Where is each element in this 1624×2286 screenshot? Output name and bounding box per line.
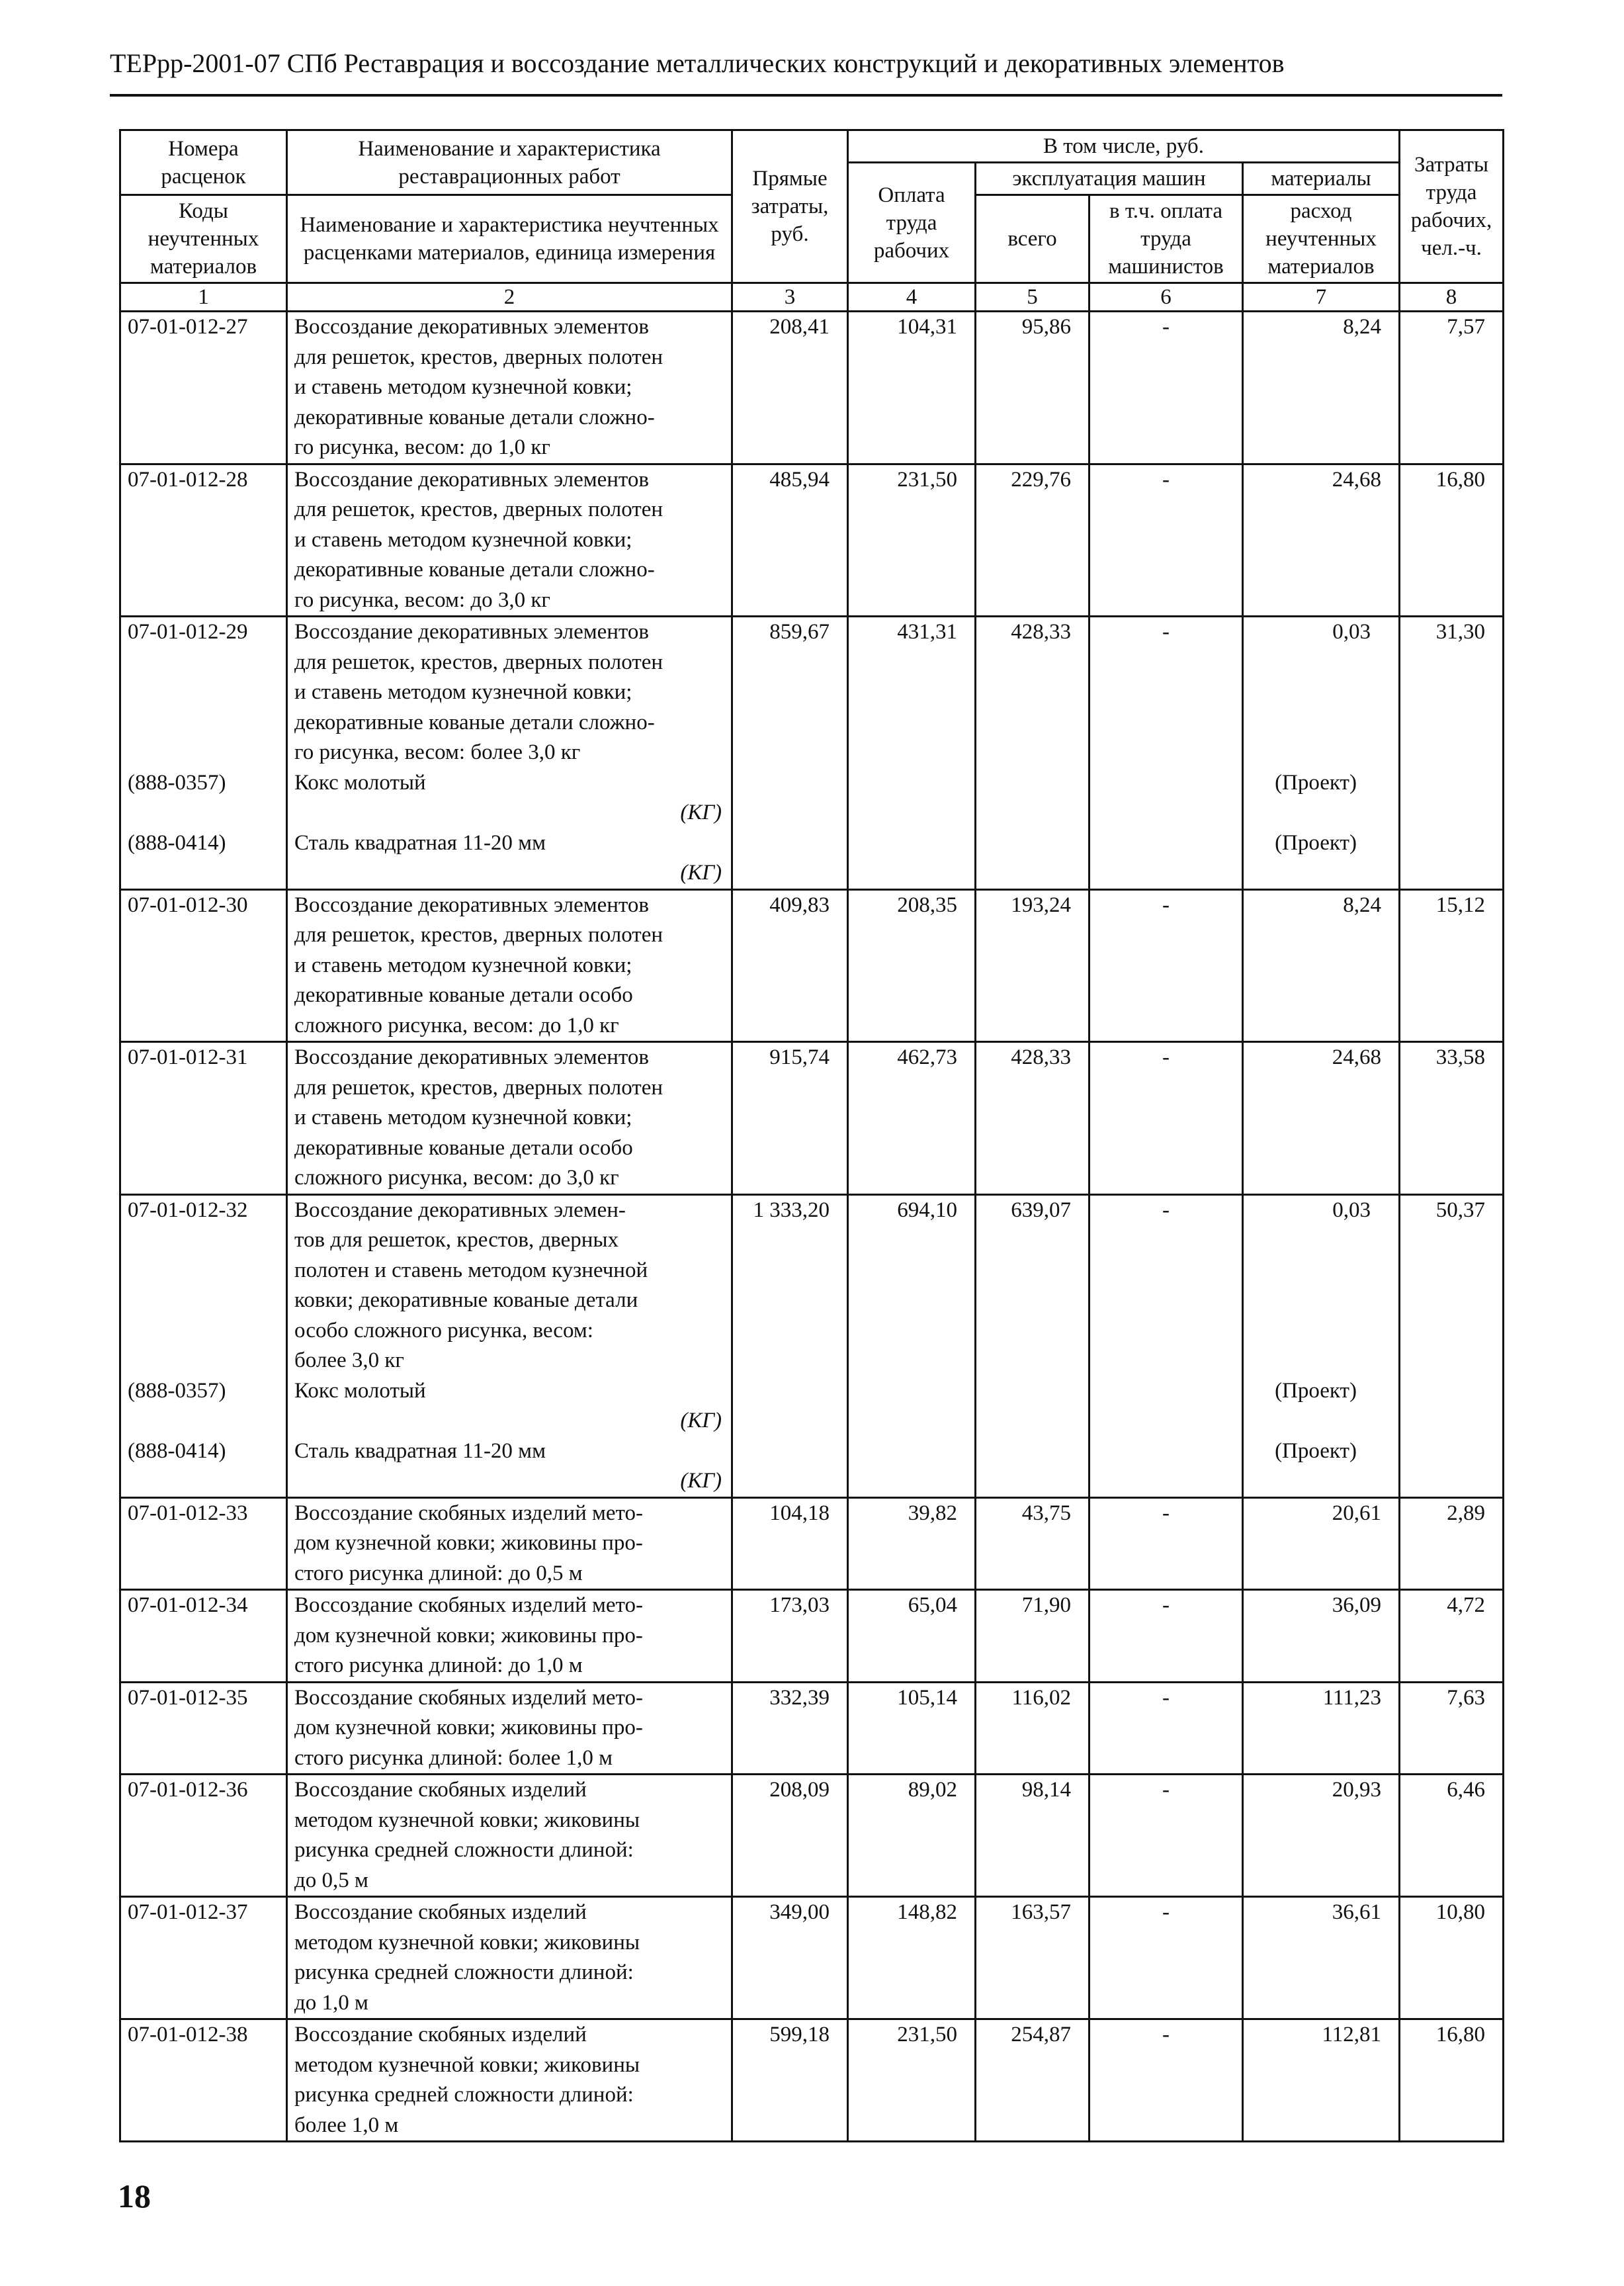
document-header-title: ТЕРрр-2001-07 СПб Реставрация и воссоздание металлических конструкций и декоративных элементов <box>110 48 1285 78</box>
table-row <box>120 617 1504 890</box>
header-including: В том числе, руб. <box>848 130 1400 163</box>
worker-pay-value: 104,31 <box>848 312 976 464</box>
description-line: го рисунка, весом: до 1,0 кг <box>294 435 550 459</box>
description-line: дом кузнечной ковки; жиковины про- <box>294 1623 643 1648</box>
description-line: для решеток, крестов, дверных полотен <box>294 345 663 369</box>
spacer <box>128 738 279 768</box>
rate-code-cell <box>120 1042 287 1195</box>
header-rule <box>110 94 1502 97</box>
work-description-cell <box>287 1897 732 2019</box>
header-work-name: Наименование и характеристика реставрационных работ <box>287 130 732 195</box>
machinist-pay-value: - <box>1090 1682 1243 1775</box>
description-line: рисунка средней сложности длиной: <box>294 1838 634 1862</box>
work-description-cell <box>287 1775 732 1897</box>
description-line: более 1,0 м <box>294 2113 399 2137</box>
uncounted-material-code: (888-0414) <box>128 830 226 855</box>
rate-code: 07-01-012-37 <box>128 1900 248 1924</box>
direct-costs-value: 332,39 <box>732 1682 848 1775</box>
machinist-pay-value: - <box>1090 1194 1243 1497</box>
uncounted-material-code: (888-0414) <box>128 1438 226 1463</box>
header-machinist-pay: в т.ч. оплата труда машинистов <box>1090 195 1243 283</box>
col-number: 8 <box>1400 283 1504 312</box>
description-line: для решеток, крестов, дверных полотен <box>294 498 663 521</box>
uncounted-material-value: (Проект) <box>1275 1378 1357 1403</box>
materials-cell <box>1243 312 1400 464</box>
description-line: стого рисунка длиной: до 0,5 м <box>294 1561 583 1585</box>
machinist-pay-value: - <box>1090 1897 1243 2019</box>
rate-code-cell <box>120 617 287 890</box>
worker-pay-value: 65,04 <box>848 1590 976 1683</box>
description-line: и ставень методом кузнечной ковки; <box>294 680 632 704</box>
table-row <box>120 312 1504 464</box>
description-line: го рисунка, весом: более 3,0 кг <box>294 740 581 764</box>
description-line: особо сложного рисунка, весом: <box>294 1318 593 1342</box>
rate-code: 07-01-012-29 <box>128 620 248 644</box>
table-row <box>120 2019 1504 2142</box>
spacer <box>128 1286 279 1316</box>
machinist-pay-value: - <box>1090 1042 1243 1195</box>
description-line: для решеток, крестов, дверных полотен <box>294 923 663 947</box>
uncounted-material-name: Кокс молотый <box>294 770 426 795</box>
work-description-cell <box>287 617 732 890</box>
materials-cell <box>1243 1497 1400 1590</box>
labor-hours-value: 4,72 <box>1400 1590 1504 1683</box>
rate-code-cell <box>120 1497 287 1590</box>
work-description-cell <box>287 1497 732 1590</box>
materials-value: 111,23 <box>1322 1685 1382 1710</box>
uncounted-material-name: Сталь квадратная 11-20 мм <box>294 830 546 855</box>
materials-cell <box>1243 1775 1400 1897</box>
header-machine-total: всего <box>976 195 1090 283</box>
spacer <box>128 1466 279 1497</box>
materials-value: 8,24 <box>1343 893 1382 917</box>
table-row <box>120 1682 1504 1775</box>
machinist-pay-value: - <box>1090 464 1243 617</box>
description-line: до 0,5 м <box>294 1868 368 1892</box>
uncounted-material-code: (888-0357) <box>128 770 226 795</box>
description-line: дом кузнечной ковки; жиковины про- <box>294 1531 643 1555</box>
uncounted-material-unit: (КГ) <box>680 801 722 824</box>
labor-hours-value: 16,80 <box>1400 464 1504 617</box>
col-number: 4 <box>848 283 976 312</box>
description-line: до 1,0 м <box>294 1990 368 2015</box>
description-line: декоративные кованые детали сложно- <box>294 405 655 429</box>
rate-code: 07-01-012-27 <box>128 315 248 339</box>
description-line: рисунка средней сложности длиной: <box>294 2083 634 2107</box>
materials-cell <box>1243 889 1400 1042</box>
description-line: для решеток, крестов, дверных полотен <box>294 1075 663 1100</box>
description-line: стого рисунка длиной: более 1,0 м <box>294 1745 613 1770</box>
description-line: декоративные кованые детали особо <box>294 983 633 1007</box>
machinist-pay-value: - <box>1090 1590 1243 1683</box>
description-line: декоративные кованые детали сложно- <box>294 710 655 734</box>
labor-hours-value: 10,80 <box>1400 1897 1504 2019</box>
worker-pay-value: 39,82 <box>848 1497 976 1590</box>
worker-pay-value: 462,73 <box>848 1042 976 1195</box>
description-line: Воссоздание декоративных элементов <box>294 315 649 339</box>
labor-hours-value: 33,58 <box>1400 1042 1504 1195</box>
rate-code-cell <box>120 889 287 1042</box>
rate-code-cell <box>120 1590 287 1683</box>
machine-total-value: 428,33 <box>976 617 1090 890</box>
page-number: 18 <box>118 2177 151 2215</box>
rate-code: 07-01-012-28 <box>128 467 248 492</box>
materials-value: 112,81 <box>1322 2023 1382 2046</box>
worker-pay-value: 694,10 <box>848 1194 976 1497</box>
direct-costs-value: 915,74 <box>732 1042 848 1195</box>
direct-costs-value: 104,18 <box>732 1497 848 1590</box>
work-description-cell <box>287 1682 732 1775</box>
description-line: стого рисунка длиной: до 1,0 м <box>294 1653 583 1677</box>
table-row <box>120 1590 1504 1683</box>
uncounted-material-name: Кокс молотый <box>294 1378 426 1403</box>
materials-value: 0,03 <box>1332 1198 1371 1222</box>
machine-total-value: 98,14 <box>976 1775 1090 1897</box>
description-line: сложного рисунка, весом: до 3,0 кг <box>294 1166 619 1190</box>
spacer <box>128 1406 279 1436</box>
description-line: Воссоздание декоративных элементов <box>294 620 649 644</box>
worker-pay-value: 208,35 <box>848 889 976 1042</box>
materials-cell <box>1243 1897 1400 2019</box>
materials-cell <box>1243 2019 1400 2142</box>
spacer <box>1250 1346 1381 1376</box>
spacer <box>1250 1256 1381 1286</box>
spacer <box>128 708 279 738</box>
description-line: Воссоздание декоративных элементов <box>294 893 649 917</box>
direct-costs-value: 859,67 <box>732 617 848 890</box>
work-description-cell <box>287 464 732 617</box>
rate-code: 07-01-012-36 <box>128 1778 248 1802</box>
uncounted-material-unit: (КГ) <box>680 1469 722 1493</box>
machine-total-value: 254,87 <box>976 2019 1090 2142</box>
machinist-pay-value: - <box>1090 312 1243 464</box>
direct-costs-value: 485,94 <box>732 464 848 617</box>
work-description-cell <box>287 312 732 464</box>
col-number: 2 <box>287 283 732 312</box>
column-number-row <box>120 283 1504 312</box>
materials-cell <box>1243 1682 1400 1775</box>
labor-hours-value: 16,80 <box>1400 2019 1504 2142</box>
spacer <box>1250 678 1381 708</box>
description-line: Воссоздание скобяных изделий <box>294 1900 587 1924</box>
spacer <box>1250 1466 1381 1497</box>
rate-code: 07-01-012-32 <box>128 1198 248 1222</box>
spacer <box>1250 1225 1381 1256</box>
machinist-pay-value: - <box>1090 1497 1243 1590</box>
uncounted-material-value: (Проект) <box>1275 770 1357 795</box>
uncounted-material-value: (Проект) <box>1275 830 1357 855</box>
rate-code-cell <box>120 1897 287 2019</box>
labor-hours-value: 6,46 <box>1400 1775 1504 1897</box>
rate-code-cell <box>120 2019 287 2142</box>
materials-cell <box>1243 617 1400 890</box>
rate-code: 07-01-012-31 <box>128 1045 248 1069</box>
rate-code-cell <box>120 312 287 464</box>
work-description-cell <box>287 1042 732 1195</box>
spacer <box>128 1346 279 1376</box>
materials-value: 8,24 <box>1343 315 1382 339</box>
work-description-cell <box>287 1194 732 1497</box>
uncounted-material-name: Сталь квадратная 11-20 мм <box>294 1438 546 1463</box>
description-line: методом кузнечной ковки; жиковины <box>294 2052 640 2077</box>
description-line: тов для решеток, крестов, дверных <box>294 1228 619 1252</box>
description-line: и ставень методом кузнечной ковки; <box>294 375 632 399</box>
description-line: го рисунка, весом: до 3,0 кг <box>294 588 550 612</box>
materials-value: 0,03 <box>1332 620 1371 644</box>
spacer <box>1250 1286 1381 1316</box>
description-line: Воссоздание скобяных изделий мето- <box>294 1501 644 1525</box>
col-number: 6 <box>1090 283 1243 312</box>
machinist-pay-value: - <box>1090 2019 1243 2142</box>
worker-pay-value: 231,50 <box>848 2019 976 2142</box>
description-line: более 3,0 кг <box>294 1348 404 1372</box>
description-line: Воссоздание скобяных изделий <box>294 1778 587 1802</box>
table-row <box>120 889 1504 1042</box>
labor-hours-value: 31,30 <box>1400 617 1504 890</box>
uncounted-material-value: (Проект) <box>1275 1438 1357 1463</box>
description-line: для решеток, крестов, дверных полотен <box>294 650 663 674</box>
table-row <box>120 1042 1504 1195</box>
table-row <box>120 1497 1504 1590</box>
materials-cell <box>1243 1194 1400 1497</box>
work-description-cell <box>287 889 732 1042</box>
description-line: рисунка средней сложности длиной: <box>294 1960 634 1984</box>
rate-code: 07-01-012-38 <box>128 2023 248 2046</box>
labor-hours-value: 7,63 <box>1400 1682 1504 1775</box>
machine-total-value: 193,24 <box>976 889 1090 1042</box>
spacer <box>1250 798 1381 828</box>
direct-costs-value: 208,41 <box>732 312 848 464</box>
header-uncounted-material: расход неучтенных материалов <box>1243 195 1400 283</box>
labor-hours-value: 50,37 <box>1400 1194 1504 1497</box>
direct-costs-value: 208,09 <box>732 1775 848 1897</box>
description-line: и ставень методом кузнечной ковки; <box>294 953 632 977</box>
materials-value: 24,68 <box>1332 467 1382 492</box>
rate-code-cell <box>120 1775 287 1897</box>
worker-pay-value: 231,50 <box>848 464 976 617</box>
materials-cell <box>1243 464 1400 617</box>
direct-costs-value: 599,18 <box>732 2019 848 2142</box>
worker-pay-value: 105,14 <box>848 1682 976 1775</box>
uncounted-material-unit: (КГ) <box>680 861 722 885</box>
machine-total-value: 71,90 <box>976 1590 1090 1683</box>
machine-total-value: 229,76 <box>976 464 1090 617</box>
spacer <box>128 1225 279 1256</box>
work-description-cell <box>287 2019 732 2142</box>
machine-total-value: 95,86 <box>976 312 1090 464</box>
machinist-pay-value: - <box>1090 889 1243 1042</box>
rate-code-cell <box>120 1682 287 1775</box>
header-labor-hours: Затраты труда рабочих, чел.-ч. <box>1400 130 1504 283</box>
header-direct-costs: Прямые затраты, руб. <box>732 130 848 283</box>
description-line: полотен и ставень методом кузнечной <box>294 1258 648 1282</box>
header-uncounted-codes: Коды неучтенных материалов <box>120 195 287 283</box>
description-line: Воссоздание декоративных элемен- <box>294 1198 626 1222</box>
header-worker-pay: Оплата труда рабочих <box>848 163 976 283</box>
spacer <box>128 858 279 889</box>
description-line: декоративные кованые детали особо <box>294 1135 633 1160</box>
rate-code: 07-01-012-34 <box>128 1593 248 1617</box>
materials-cell <box>1243 1590 1400 1683</box>
rate-code: 07-01-012-33 <box>128 1501 248 1525</box>
materials-value: 24,68 <box>1332 1045 1382 1069</box>
uncounted-material-unit: (КГ) <box>680 1409 722 1432</box>
worker-pay-value: 431,31 <box>848 617 976 890</box>
table-row <box>120 1775 1504 1897</box>
rates-table <box>119 129 1504 2142</box>
materials-value: 36,09 <box>1332 1593 1382 1617</box>
machinist-pay-value: - <box>1090 1775 1243 1897</box>
machine-total-value: 116,02 <box>976 1682 1090 1775</box>
col-number: 5 <box>976 283 1090 312</box>
table-row <box>120 1194 1504 1497</box>
description-line: и ставень методом кузнечной ковки; <box>294 1106 632 1129</box>
spacer <box>128 1316 279 1346</box>
description-line: сложного рисунка, весом: до 1,0 кг <box>294 1013 619 1037</box>
col-number: 7 <box>1243 283 1400 312</box>
machine-total-value: 163,57 <box>976 1897 1090 2019</box>
spacer <box>1250 738 1381 768</box>
spacer <box>128 678 279 708</box>
description-line: Воссоздание скобяных изделий мето- <box>294 1685 644 1710</box>
materials-cell <box>1243 1042 1400 1195</box>
rate-code-cell <box>120 464 287 617</box>
description-line: Воссоздание скобяных изделий мето- <box>294 1593 644 1617</box>
spacer <box>128 1256 279 1286</box>
description-line: методом кузнечной ковки; жиковины <box>294 1808 640 1832</box>
description-line: и ставень методом кузнечной ковки; <box>294 527 632 552</box>
direct-costs-value: 349,00 <box>732 1897 848 2019</box>
rate-code: 07-01-012-30 <box>128 893 248 917</box>
description-line: декоративные кованые детали сложно- <box>294 558 655 582</box>
materials-value: 20,61 <box>1332 1501 1382 1525</box>
rate-code: 07-01-012-35 <box>128 1685 248 1710</box>
header-rate-numbers: Номера расценок <box>120 130 287 195</box>
table-row <box>120 1897 1504 2019</box>
description-line: ковки; декоративные кованые детали <box>294 1288 638 1312</box>
materials-value: 36,61 <box>1332 1900 1382 1924</box>
machine-total-value: 639,07 <box>976 1194 1090 1497</box>
description-line: методом кузнечной ковки; жиковины <box>294 1930 640 1955</box>
machinist-pay-value: - <box>1090 617 1243 890</box>
description-line: дом кузнечной ковки; жиковины про- <box>294 1716 643 1739</box>
uncounted-material-code: (888-0357) <box>128 1378 226 1403</box>
table-row <box>120 464 1504 617</box>
spacer <box>1250 648 1381 678</box>
machine-total-value: 43,75 <box>976 1497 1090 1590</box>
rate-code-cell <box>120 1194 287 1497</box>
spacer <box>1250 708 1381 738</box>
direct-costs-value: 173,03 <box>732 1590 848 1683</box>
direct-costs-value: 1 333,20 <box>732 1194 848 1497</box>
table-body <box>120 312 1504 2142</box>
work-description-cell <box>287 1590 732 1683</box>
header-materials: материалы <box>1243 163 1400 195</box>
worker-pay-value: 89,02 <box>848 1775 976 1897</box>
description-line: Воссоздание декоративных элементов <box>294 1045 649 1069</box>
spacer <box>1250 1406 1381 1436</box>
description-line: Воссоздание скобяных изделий <box>294 2023 587 2046</box>
col-number: 3 <box>732 283 848 312</box>
col-number: 1 <box>120 283 287 312</box>
spacer <box>128 798 279 828</box>
labor-hours-value: 7,57 <box>1400 312 1504 464</box>
labor-hours-value: 15,12 <box>1400 889 1504 1042</box>
spacer <box>1250 1316 1381 1346</box>
spacer <box>128 648 279 678</box>
description-line: Воссоздание декоративных элементов <box>294 467 649 492</box>
direct-costs-value: 409,83 <box>732 889 848 1042</box>
machine-total-value: 428,33 <box>976 1042 1090 1195</box>
header-machine-operation: эксплуатация машин <box>976 163 1243 195</box>
spacer <box>1250 858 1381 889</box>
header-uncounted-name: Наименование и характеристика неучтенных расценками материалов, единица измерения <box>287 195 732 283</box>
labor-hours-value: 2,89 <box>1400 1497 1504 1590</box>
worker-pay-value: 148,82 <box>848 1897 976 2019</box>
materials-value: 20,93 <box>1332 1778 1382 1802</box>
